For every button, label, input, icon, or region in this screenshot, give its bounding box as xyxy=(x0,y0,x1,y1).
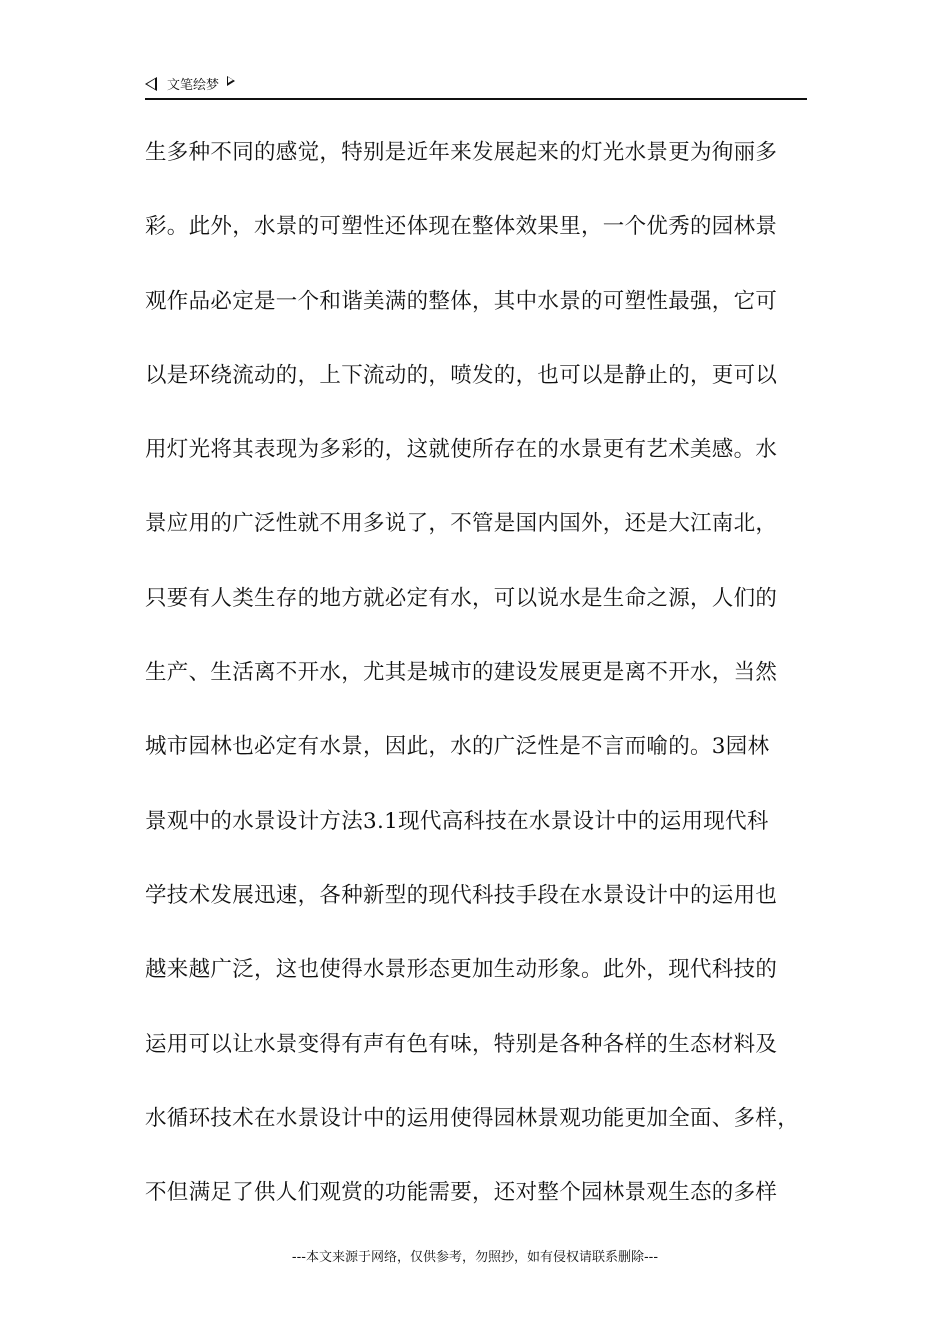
text-line: 景观中的水景设计方法3.1现代高科技在水景设计中的运用现代科 xyxy=(145,808,769,834)
page-header xyxy=(145,72,807,100)
triangle-right-icon xyxy=(227,76,235,86)
text-line: 观作品必定是一个和谐美满的整体，其中水景的可塑性最强，它可 xyxy=(145,288,778,314)
header-brand xyxy=(145,74,235,93)
text-line: 生多种不同的感觉，特别是近年来发展起来的灯光水景更为徇丽多 xyxy=(145,140,778,165)
text-line: 景应用的广泛性就不用多说了，不管是国内国外，还是大江南北， xyxy=(145,511,778,537)
text-line: 用灯光将其表现为多彩的，这就使所存在的水景更有艺术美感。水 xyxy=(145,437,778,463)
text-line: 水循环技术在水景设计中的运用使得园林景观功能更加全面、多样， xyxy=(145,1105,800,1131)
text-line: 以是环绕流动的，上下流动的，喷发的，也可以是静止的，更可以 xyxy=(145,362,778,388)
text-line: 生产、生活离不开水，尤其是城市的建设发展更是离不开水，当然 xyxy=(145,660,778,686)
text-line: 城市园林也必定有水景，因此，水的广泛性是不言而喻的。3园林 xyxy=(145,734,770,760)
document-body xyxy=(145,131,825,1245)
text-line: 只要有人类生存的地方就必定有水，可以说水是生命之源，人们的 xyxy=(145,585,778,611)
text-line: 不但满足了供人们观赏的功能需要，还对整个园林景观生态的多样 xyxy=(145,1180,778,1206)
text-line: 学技术发展迅速，各种新型的现代科技手段在水景设计中的运用也 xyxy=(145,882,778,908)
header-brand-text: 文笔绘梦 xyxy=(167,78,220,93)
triangle-left-icon xyxy=(145,77,157,91)
page-footer: ---本文来源于网络，仅供参考，勿照抄，如有侵权请联系删除--- xyxy=(291,1250,659,1265)
text-line: 彩。此外，水景的可塑性还体现在整体效果里，一个优秀的园林景 xyxy=(145,214,778,240)
text-line: 运用可以让水景变得有声有色有味，特别是各种各样的生态材料及 xyxy=(145,1031,778,1057)
text-line: 越来越广泛，这也使得水景形态更加生动形象。此外，现代科技的 xyxy=(145,957,778,983)
